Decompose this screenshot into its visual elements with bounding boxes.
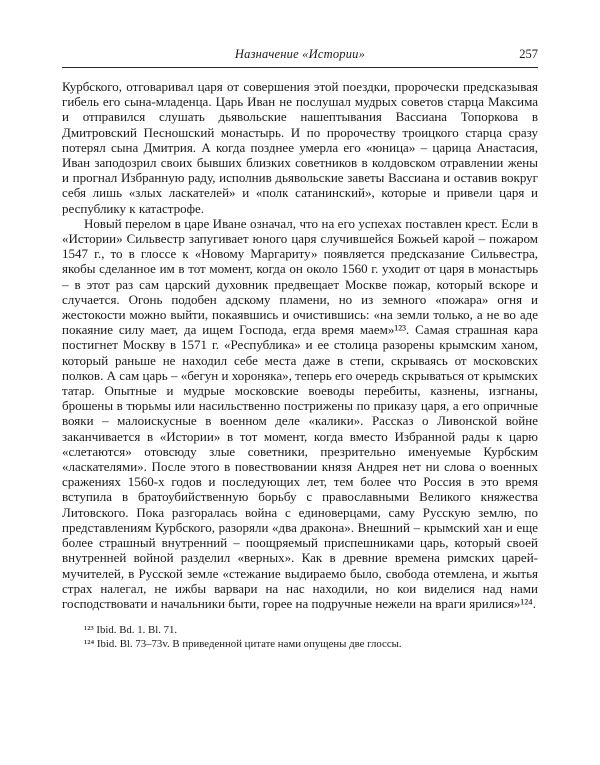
- paragraph: Новый перелом в царе Иване означал, что на его успехах поставлен крест. Если в «Истории» Сильвестр запугивает юного царя случившейся Божьей карой – пожаром 1547 г., то в глоссе к «Новому Маргариту» появляется предсказание Сильвестра, якобы сделанное им в тот момент, когда он около 1560 г. уходит от царя в монастырь – в этот раз сам царский духовник предвещает Москве пожар, который вскоре и случается. Огонь подобен адскому пламени, но из земного «пожара» огня и жестокости можно выйти, покаявшись и очистившись: «на земли только, а не во аде покаяние силу мает, да ищем Господа, егда время маем»¹²³. Самая страшная кара постигнет Москву в 1571 г. «Республика» и ее столица разорены крымским ханом, который раньше не находил себе места даже в степи, скрываясь от московских полков. А сам царь – «бегун и хороняка», теперь его очередь скрываться от крымских татар. Опытные и мудрые московские воеводы перебиты, казнены, изгнаны, брошены в тюрьмы или насильственно пострижены по приказу царя, а его опричные вояки – малоискусные в военном деле «калики». Рассказ о Ливонской войне заканчивается в «Истории» в тот момент, когда вместо Избранной рады к царю «слетаются» отовсюду злые советники, презрительно именуемые Курбским «ласкателями». После этого в повествовании князя Андрея нет ни слова о военных сражениях 1560-х годов и последующих лет, тем более что Россия в это время вступила в братоубийственную борьбу с православными Великого княжества Литовского. Пока разгоралась война с единоверцами, саму Русскую землю, по представлениям Курбского, разоряли «два дракона». Внешний – крымский хан и еще более страшный внутренний – поощряемый приспешниками царь, который своей внутренней войной разделил «верных». Как в древние времена римских царей-мучителей, в Русской земле «стежание выдираемо было, свобода отемлена, и жытья страх налегал, не ижбы варвари на нас находили, но кои виделися над нами господствовати и начальники быти, горее на подручные нежели на враги ярилися»¹²⁴.: [62, 215, 538, 611]
- running-title: Назначение «Истории»: [234, 47, 366, 61]
- footnotes-section: [62, 624, 538, 651]
- running-header: [62, 46, 538, 63]
- paragraph: Курбского, отговаривал царя от совершения этой поездки, пророчески предсказывая гибель его сына-младенца. Царь Иван не послушал мудрых советов старца Максима и отправился слушать дьявольские нашептывания Вассиана Топоркова в Дмитровский Песношский монастырь. И по пророчеству троицкого старца сразу потерял сына Дмитрия. А когда позднее умерла его «юница» – царица Анастасия, Иван заподозрил своих бывших близких советников в колдовском отравлении жены и прогнал Избранную раду, исполнив дьявольские заветы Вассиана и оставив вокруг себя лишь «злых ласкателей» и «полк сатанинский», которые и привели царя и республику к катастрофе.: [62, 79, 538, 216]
- header-rule: [62, 67, 538, 68]
- footnote: ¹²⁴ Ibid. Bl. 73–73v. В приведенной цитате нами опущены две глоссы.: [84, 637, 402, 650]
- footnote: ¹²³ Ibid. Bd. 1. Bl. 71.: [84, 624, 178, 637]
- page-number: 257: [519, 47, 538, 61]
- body-text: [62, 79, 538, 611]
